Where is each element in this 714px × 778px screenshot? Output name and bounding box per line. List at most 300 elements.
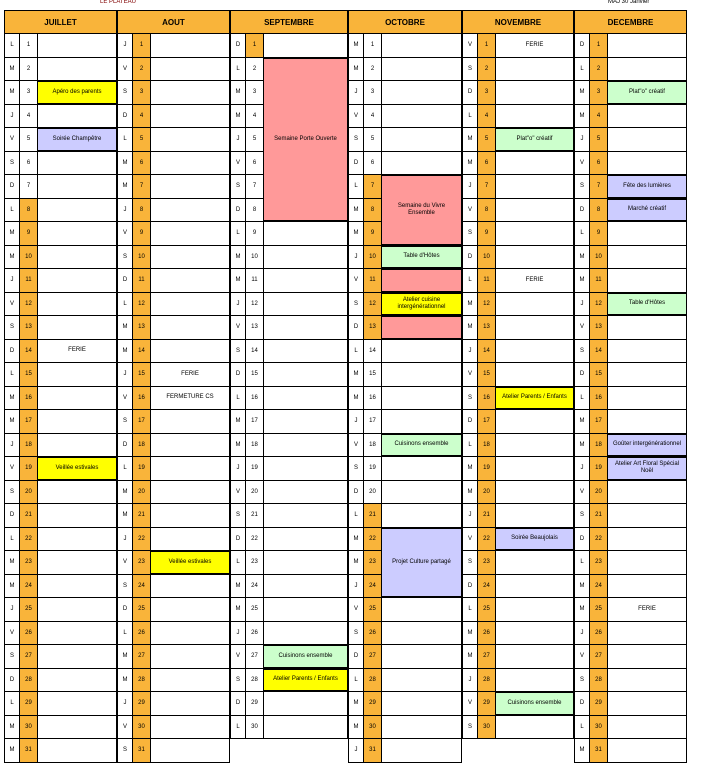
day-number: 10 [364,246,382,269]
day-number: 25 [246,598,264,621]
day-number: 15 [246,363,264,386]
day-row [348,692,462,716]
event-cell [264,551,347,574]
day-number: 30 [133,716,151,739]
event-cell [264,410,347,433]
event-cell [496,222,573,245]
day-row [117,434,230,458]
event-cell [496,551,573,574]
day-row [4,152,117,176]
weekday-letter: V [463,692,478,715]
day-row [574,340,687,364]
day-row [462,293,574,317]
day-number: 24 [478,575,496,598]
weekday-letter: D [231,34,246,57]
event-cell [608,222,686,245]
weekday-letter: J [118,692,133,715]
event-cell [608,410,686,433]
day-row [4,716,117,740]
day-row [230,692,348,716]
weekday-letter: L [5,528,20,551]
event-cell [382,739,461,762]
day-number: 22 [364,528,382,551]
day-number: 18 [590,434,608,457]
day-row [4,34,117,58]
weekday-letter: J [118,528,133,551]
event-cell [496,152,573,175]
event-cell [38,739,116,762]
event-cell [382,363,461,386]
event-cell [38,551,116,574]
day-number: 2 [133,58,151,81]
day-number: 14 [246,340,264,363]
weekday-letter: J [575,128,590,151]
day-row [230,222,348,246]
weekday-letter: J [349,575,364,598]
day-row [348,622,462,646]
day-row [4,387,117,411]
event-plat-o-cr-atif: Plat"o" créatif [496,128,573,151]
event-cell [151,481,229,504]
day-number: 10 [133,246,151,269]
event-cell [608,692,686,715]
event-cell [151,105,229,128]
event-cell [382,598,461,621]
day-number: 17 [246,410,264,433]
day-number: 18 [478,434,496,457]
day-row [117,504,230,528]
day-row [117,128,230,152]
day-row [4,481,117,505]
day-row [574,481,687,505]
day-number: 1 [20,34,38,57]
day-number: 13 [133,316,151,339]
day-number: 31 [20,739,38,762]
event-cell [38,387,116,410]
day-number: 30 [364,716,382,739]
event-march-cr-atif: Marché créatif [608,199,686,222]
event-cell [151,622,229,645]
weekday-letter: M [231,246,246,269]
day-row [348,340,462,364]
day-number: 22 [133,528,151,551]
event-cell [496,105,573,128]
event-cell [151,434,229,457]
day-number: 2 [20,58,38,81]
day-number: 15 [590,363,608,386]
day-row [348,105,462,129]
weekday-letter: M [463,152,478,175]
day-row [462,645,574,669]
event-soir-e-champ-tre: Soirée Champêtre [38,128,116,151]
day-row [117,152,230,176]
day-number: 20 [133,481,151,504]
event-cell [151,81,229,104]
day-row [117,622,230,646]
weekday-letter: V [118,716,133,739]
weekday-letter: D [463,246,478,269]
weekday-letter: S [231,669,246,692]
event-cell [264,340,347,363]
day-number: 25 [133,598,151,621]
day-row [230,457,348,481]
weekday-letter: J [5,434,20,457]
day-number: 22 [478,528,496,551]
month-column-septembre [230,10,348,773]
weekday-letter: M [349,199,364,222]
weekday-letter: M [231,598,246,621]
event-cell [38,716,116,739]
event-cell [38,692,116,715]
header-right-text: MAJ 30 Janvier [608,0,650,5]
day-number: 9 [133,222,151,245]
day-row [4,199,117,223]
event-cell [608,622,686,645]
event-cell [151,716,229,739]
event-go-ter-interg-n-rationnel: Goûter intergénérationnel [608,434,686,457]
weekday-letter: M [231,410,246,433]
day-row [462,105,574,129]
day-row [117,246,230,270]
event-cell [382,504,461,527]
day-row [348,34,462,58]
day-number: 18 [20,434,38,457]
day-number: 15 [478,363,496,386]
day-number: 3 [590,81,608,104]
weekday-letter: D [118,434,133,457]
day-number: 18 [246,434,264,457]
month-column-juillet [4,10,117,773]
weekday-letter: M [118,481,133,504]
day-number: 2 [590,58,608,81]
event-cell [608,105,686,128]
event-cell [382,128,461,151]
day-number: 16 [246,387,264,410]
day-number: 30 [246,716,264,739]
day-number: 6 [364,152,382,175]
day-row [117,575,230,599]
weekday-letter: S [349,293,364,316]
event-cell [382,34,461,57]
day-row [230,434,348,458]
day-number: 28 [478,669,496,692]
weekday-letter: V [231,316,246,339]
day-number: 3 [364,81,382,104]
weekday-letter: V [118,222,133,245]
day-row [4,58,117,82]
day-number: 22 [20,528,38,551]
day-number: 17 [133,410,151,433]
weekday-letter: M [231,575,246,598]
event-atelier-parents-enfants: Atelier Parents / Enfants [264,669,347,692]
day-number: 24 [246,575,264,598]
weekday-letter: V [5,622,20,645]
event-soir-e-beaujolais: Soirée Beaujolais [496,528,573,551]
day-row [462,58,574,82]
day-number: 27 [478,645,496,668]
day-row [462,716,574,740]
weekday-letter: J [5,105,20,128]
weekday-letter: L [231,551,246,574]
day-row [4,598,117,622]
day-row [117,269,230,293]
event-cell [608,551,686,574]
day-row [4,692,117,716]
weekday-letter: L [349,669,364,692]
weekday-letter: V [231,481,246,504]
weekday-letter: D [463,81,478,104]
day-number: 3 [133,81,151,104]
day-row [230,481,348,505]
day-row [230,598,348,622]
weekday-letter: L [118,293,133,316]
event-cell [496,504,573,527]
event-cell [608,316,686,339]
event-cell [38,575,116,598]
day-number: 23 [20,551,38,574]
weekday-letter: D [231,692,246,715]
day-number: 19 [20,457,38,480]
day-row [4,222,117,246]
event-atelier-cuisine-interg-n-rationnel: Atelier cuisine intergénérationnel [382,293,461,316]
event-cuisinons-ensemble: Cuisinons ensemble [382,434,461,457]
weekday-letter: L [463,269,478,292]
event-cell [608,645,686,668]
weekday-letter: D [349,316,364,339]
weekday-letter: D [118,105,133,128]
day-number: 12 [364,293,382,316]
weekday-letter: M [5,551,20,574]
event-cell [496,340,573,363]
weekday-letter: S [463,58,478,81]
day-row [4,316,117,340]
event-ferie: FERIE [525,276,544,283]
weekday-letter: M [463,457,478,480]
event-cell [608,387,686,410]
weekday-letter: V [349,434,364,457]
event-table-d-h-tes: Table d'Hôtes [382,246,461,269]
day-row [230,246,348,270]
event-cell [496,175,573,198]
day-row [574,128,687,152]
day-number: 29 [590,692,608,715]
day-number: 20 [246,481,264,504]
weekday-letter: M [5,739,20,762]
day-number: 6 [20,152,38,175]
day-number: 17 [590,410,608,433]
event-projet-culture-partag: Projet Culture partagé [382,528,461,598]
day-number: 27 [364,645,382,668]
day-row [230,316,348,340]
day-row [230,551,348,575]
day-number: 11 [133,269,151,292]
weekday-letter: M [5,246,20,269]
event-cell [264,293,347,316]
day-number: 8 [364,199,382,222]
weekday-letter: M [5,222,20,245]
weekday-letter: M [575,598,590,621]
event-cell [264,622,347,645]
weekday-letter: J [575,622,590,645]
weekday-letter: D [349,152,364,175]
day-number: 28 [20,669,38,692]
day-row [4,622,117,646]
weekday-letter: M [575,269,590,292]
day-row [574,246,687,270]
weekday-letter: S [349,622,364,645]
event-cell [151,739,229,762]
day-row [117,222,230,246]
weekday-letter: V [5,128,20,151]
day-row [574,34,687,58]
day-number: 8 [20,199,38,222]
weekday-letter: M [5,58,20,81]
day-number: 21 [20,504,38,527]
day-number: 21 [246,504,264,527]
day-row [230,340,348,364]
event-cell [496,410,573,433]
day-row [117,175,230,199]
day-row [117,293,230,317]
event-cell [151,528,229,551]
day-row [117,340,230,364]
day-row [117,669,230,693]
event-cell [151,504,229,527]
day-number: 26 [590,622,608,645]
event-veill-e-estivales: Veillée estivales [151,551,229,574]
weekday-letter: L [118,622,133,645]
day-row [462,457,574,481]
day-number: 28 [133,669,151,692]
day-row [117,410,230,434]
event-cell [382,669,461,692]
day-row [574,739,687,763]
weekday-letter: J [231,293,246,316]
event-cell [608,739,686,762]
weekday-letter: J [349,81,364,104]
day-number: 21 [478,504,496,527]
weekday-letter: M [349,528,364,551]
day-number: 27 [133,645,151,668]
day-number: 25 [590,598,608,621]
weekday-letter: J [231,128,246,151]
month-header: OCTOBRE [348,10,462,34]
day-number: 1 [133,34,151,57]
weekday-letter: S [5,152,20,175]
day-number: 2 [364,58,382,81]
weekday-letter: D [5,175,20,198]
weekday-letter: D [575,34,590,57]
month-header: JUILLET [4,10,117,34]
event-cell [382,692,461,715]
weekday-letter: M [349,222,364,245]
event-cell [496,481,573,504]
day-row [574,669,687,693]
day-number: 11 [478,269,496,292]
day-number: 4 [364,105,382,128]
event-cell [38,199,116,222]
day-number: 27 [246,645,264,668]
weekday-letter: J [575,457,590,480]
weekday-letter: L [231,387,246,410]
day-number: 29 [133,692,151,715]
event-cell [608,128,686,151]
event-cell [151,269,229,292]
day-number: 30 [20,716,38,739]
event-cell [608,34,686,57]
day-number: 27 [20,645,38,668]
event-cell [264,387,347,410]
event-f-te-des-lumi-res: Fête des lumières [608,175,686,198]
event-cell [496,575,573,598]
event-cell [496,598,573,621]
event-cell [608,340,686,363]
weekday-letter: S [5,316,20,339]
weekday-letter: M [463,316,478,339]
day-row [4,293,117,317]
weekday-letter: D [463,410,478,433]
weekday-letter: J [118,363,133,386]
day-row [4,645,117,669]
day-row [574,622,687,646]
weekday-letter: S [463,551,478,574]
day-row [117,692,230,716]
day-number: 20 [364,481,382,504]
month-header: AOUT [117,10,230,34]
day-number: 30 [590,716,608,739]
event-cell [151,293,229,316]
day-row [348,645,462,669]
day-row [117,739,230,763]
day-number: 14 [133,340,151,363]
weekday-letter: D [575,692,590,715]
weekday-letter: M [575,739,590,762]
day-number: 4 [246,105,264,128]
day-number: 16 [20,387,38,410]
day-number: 23 [133,551,151,574]
weekday-letter: L [575,551,590,574]
weekday-letter: S [231,340,246,363]
day-row [462,246,574,270]
day-number: 1 [246,34,264,57]
day-row [574,222,687,246]
day-row [348,669,462,693]
day-number: 5 [590,128,608,151]
weekday-letter: M [5,81,20,104]
day-number: 26 [133,622,151,645]
event-cell [382,105,461,128]
day-row [574,269,687,293]
event-semaine-du-vivre-ensemble: Semaine du Vivre Ensemble [382,175,461,245]
day-number: 28 [364,669,382,692]
event-cell [38,175,116,198]
event-cell [608,716,686,739]
day-row [4,504,117,528]
month-column-octobre [348,10,462,773]
weekday-letter: V [349,105,364,128]
day-number: 5 [364,128,382,151]
event-cell [38,622,116,645]
day-row [462,316,574,340]
weekday-letter: M [5,387,20,410]
weekday-letter: J [349,246,364,269]
weekday-letter: M [118,669,133,692]
weekday-letter: M [575,434,590,457]
event-cell [496,316,573,339]
event-cell [496,246,573,269]
event-cell [608,58,686,81]
event-cell [151,645,229,668]
